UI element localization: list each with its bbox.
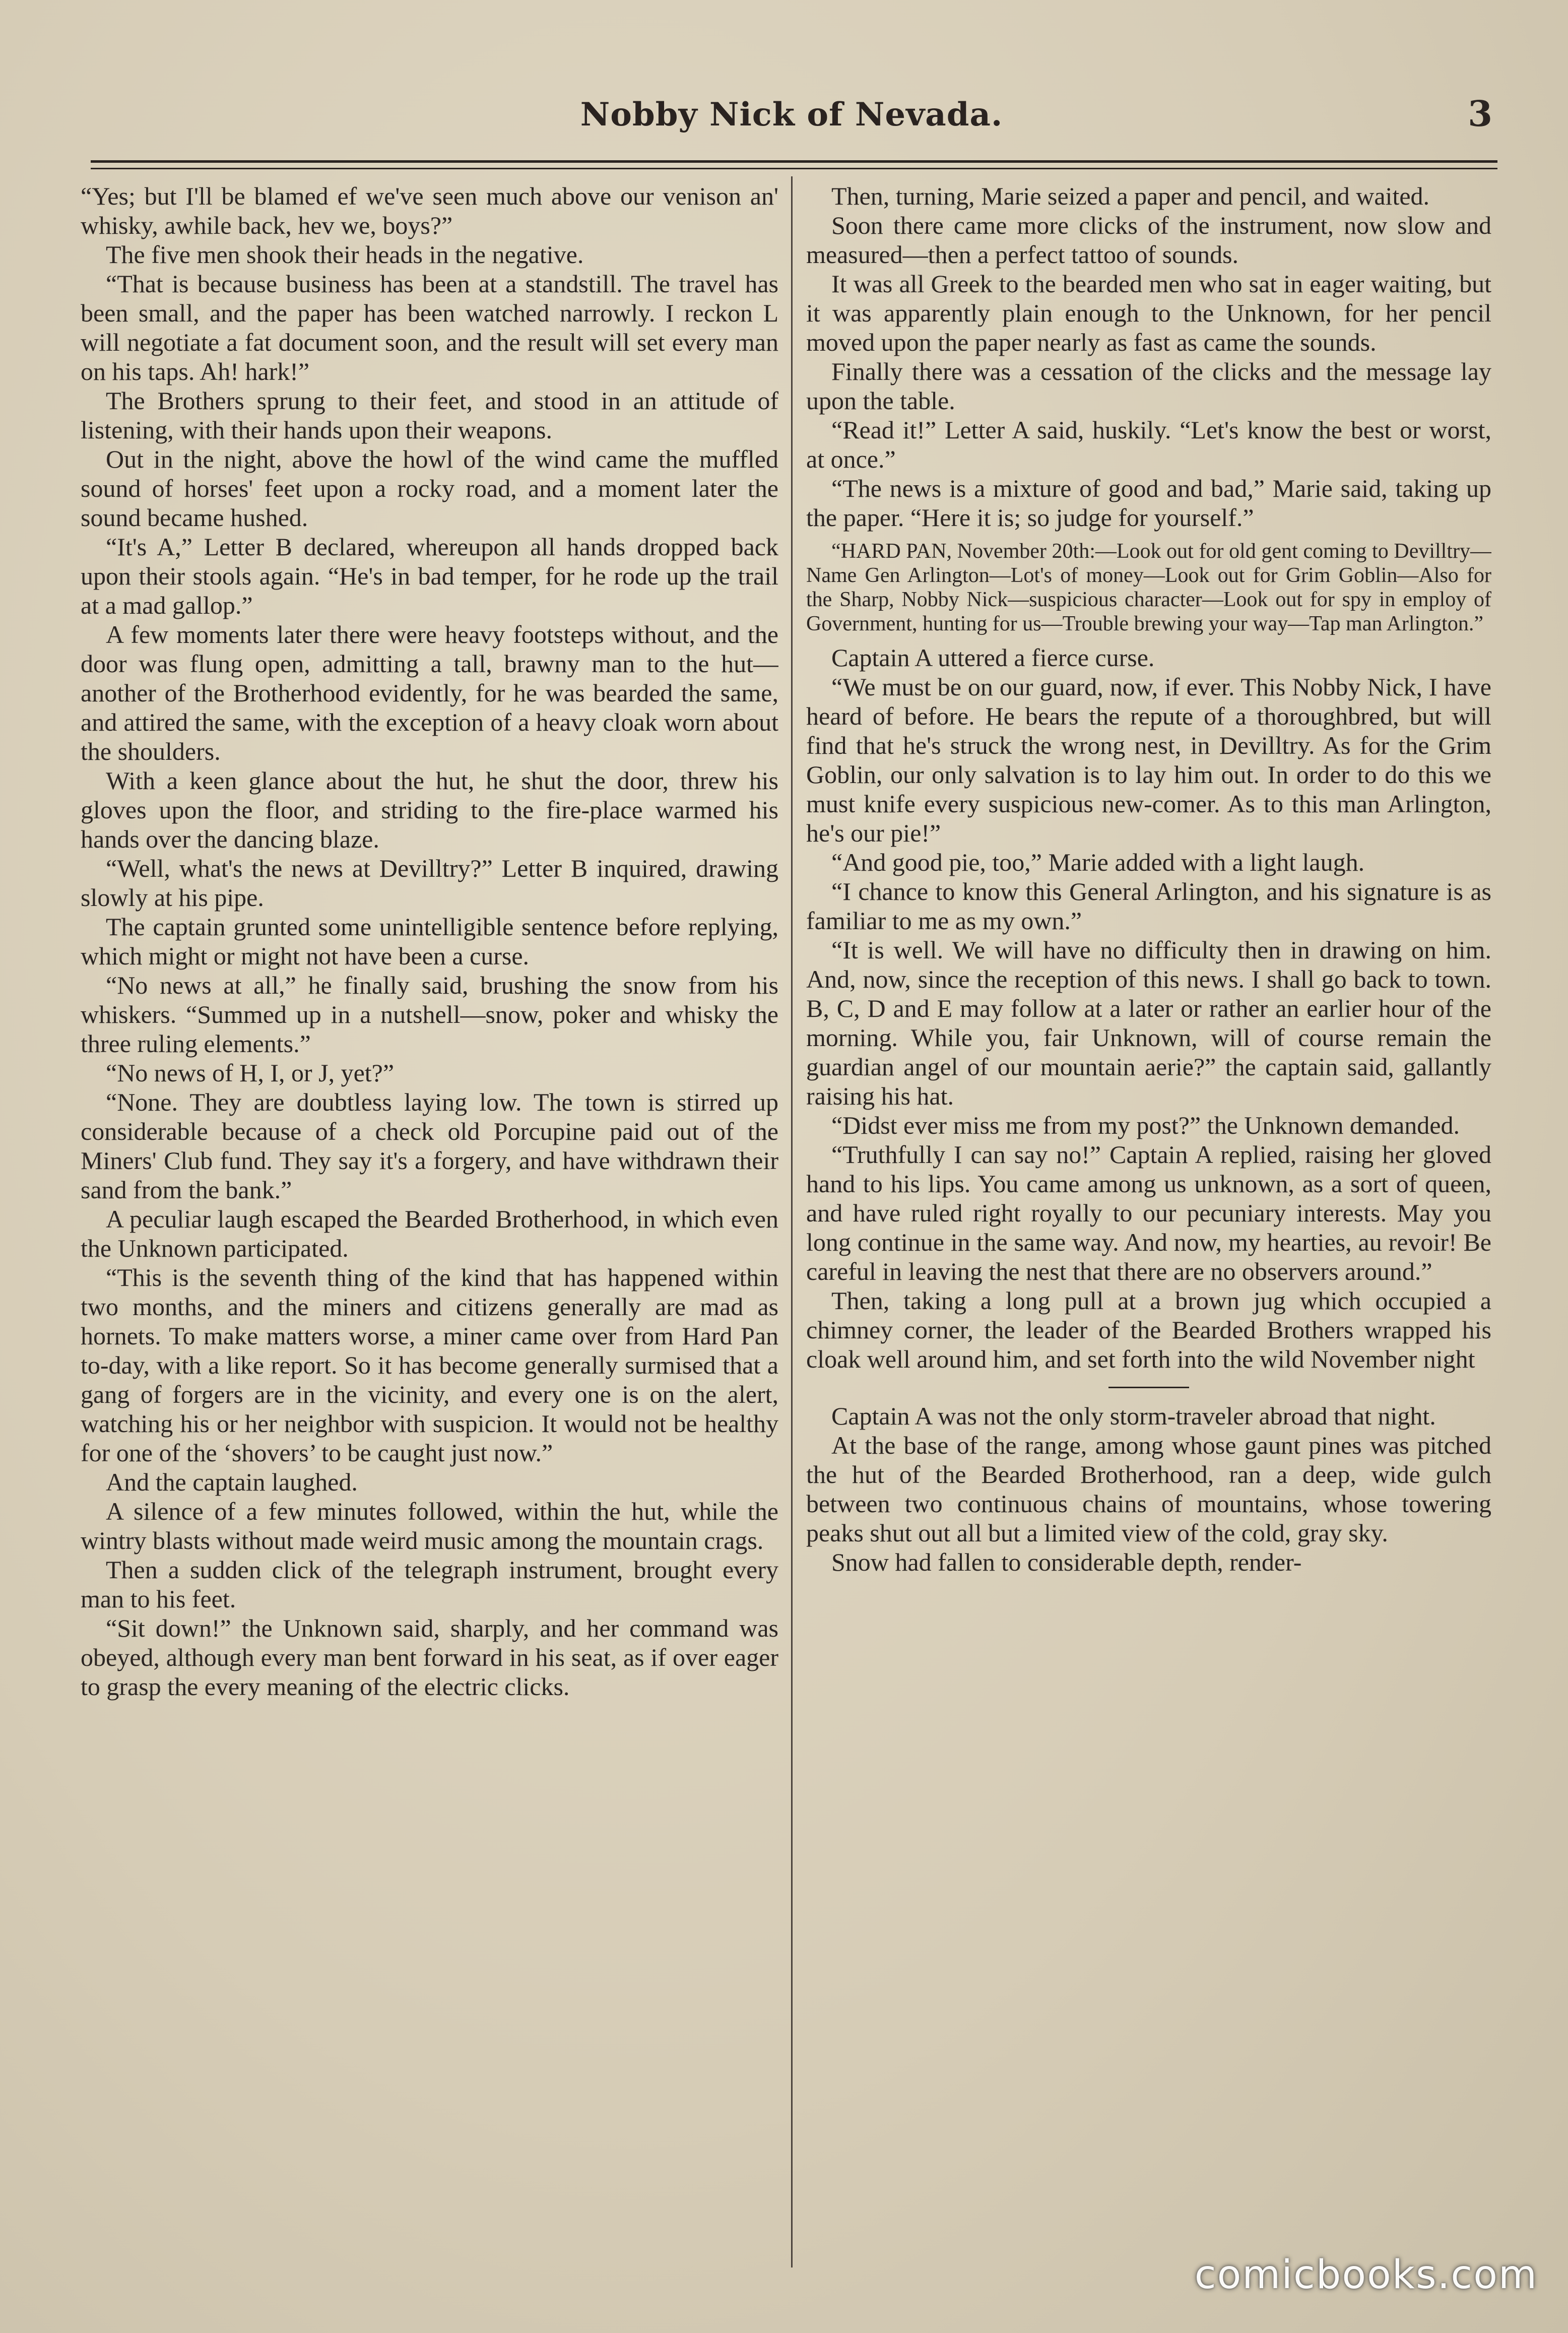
paragraph: Out in the night, above the howl of the wind came the muffled sound of horses' feet upon a rocky road, and a moment later the sound became hushed. bbox=[81, 445, 778, 532]
paragraph: And the captain laughed. bbox=[106, 1468, 358, 1496]
paragraph: “No news of H, I, or J, yet?” bbox=[106, 1059, 395, 1087]
paragraph: Finally there was a cessation of the clicks and the message lay upon the table. bbox=[806, 357, 1491, 415]
telegram-message: “HARD PAN, November 20th:—Look out for old gent coming to Devilltry—Name Gen Arlington—Lot's of money—Look out for Grim Goblin—Also for the Sharp, Nobby Nick—suspicious character—Look out for spy in employ of Government, hunting for us—Trouble brewing your way—Tap man Arlington.” bbox=[806, 540, 1491, 635]
page-number: 3 bbox=[1468, 93, 1492, 135]
paragraph: “Sit down!” the Unknown said, sharply, and her command was obeyed, although every man bent forward in his seat, as if over eager to grasp the every meaning of the electric clicks. bbox=[81, 1614, 778, 1701]
column-divider bbox=[791, 176, 793, 2267]
paragraph: “The news is a mixture of good and bad,” Marie said, taking up the paper. “Here it is; so judge for yourself.” bbox=[806, 474, 1491, 532]
paragraph: “Well, what's the news at Devilltry?” Letter B inquired, drawing slowly at his pipe. bbox=[81, 854, 778, 912]
paragraph: It was all Greek to the bearded men who sat in eager waiting, but it was apparently plain enough to the Unknown, for her pencil moved upon the paper nearly as fast as came the sounds. bbox=[806, 270, 1491, 356]
paragraph: The five men shook their heads in the negative. bbox=[106, 240, 584, 269]
page-title: Nobby Nick of Nevada. bbox=[580, 96, 1003, 134]
paragraph: “I chance to know this General Arlington, and his signature is as familiar to me as my own.” bbox=[806, 877, 1491, 935]
paragraph: “It is well. We will have no difficulty then in drawing on him. And, now, since the reception of this news. I shall go back to town. B, C, D and E may follow at a later or rather an earlier hour of the morning. While you, fair Unknown, will of course remain the guardian angel of our mountain aerie?” the captain said, gallantly raising his hat. bbox=[806, 936, 1491, 1110]
paragraph: At the base of the range, among whose gaunt pines was pitched the hut of the Bearded Brotherhood, ran a deep, wide gulch between two continuous chains of mountains, whose towering peaks shut out all but a limited view of the cold, gray sky. bbox=[806, 1431, 1491, 1547]
left-column bbox=[81, 181, 778, 2283]
paragraph: A silence of a few minutes followed, within the hut, while the wintry blasts without made weird music among the mountain crags. bbox=[81, 1497, 778, 1554]
right-column bbox=[806, 181, 1491, 2283]
paragraph: Captain A uttered a fierce curse. bbox=[831, 643, 1155, 672]
paragraph: “Yes; but I'll be blamed ef we've seen much above our venison an' whisky, awhile back, hev we, boys?” bbox=[81, 182, 778, 239]
paragraph: “None. They are doubtless laying low. The town is stirred up considerable because of a check old Porcupine paid out of the Miners' Club fund. They say it's a forgery, and have withdrawn their sand from the bank.” bbox=[81, 1088, 778, 1204]
scene-break-rule bbox=[1108, 1387, 1189, 1388]
paragraph: The Brothers sprung to their feet, and stood in an attitude of listening, with their hands upon their weapons. bbox=[81, 386, 778, 444]
paragraph: Then, taking a long pull at a brown jug which occupied a chimney corner, the leader of the Bearded Brothers wrapped his cloak well around him, and set forth into the wild November night bbox=[806, 1286, 1491, 1373]
paragraph: Then, turning, Marie seized a paper and pencil, and waited. bbox=[831, 182, 1430, 210]
paragraph: “That is because business has been at a standstill. The travel has been small, and the paper has been watched narrowly. I reckon L will negotiate a fat document soon, and the result will set every man on his taps. Ah! hark!” bbox=[81, 270, 778, 385]
paragraph: “It's A,” Letter B declared, whereupon all hands dropped back upon their stools again. “He's in bad temper, for he rode up the trail at a mad gallop.” bbox=[81, 533, 778, 619]
paragraph: Snow had fallen to considerable depth, render- bbox=[831, 1548, 1302, 1576]
paragraph: “Truthfully I can say no!” Captain A replied, raising her gloved hand to his lips. You came among us unknown, as a sort of queen, and have ruled right royally to our pecuniary interests. May you long continue in the same way. And now, my hearties, au revoir! Be careful in leaving the nest that there are no observers around.” bbox=[806, 1140, 1491, 1285]
paragraph: “This is the seventh thing of the kind that has happened within two months, and the miners and citizens generally are mad as hornets. To make matters worse, a miner came over from Hard Pan to-day, with a like report. So it has become generally surmised that a gang of forgers are in the vicinity, and every one is on the alert, watching his or her neighbor with suspicion. It would not be healthy for one of the ‘shovers’ to be caught just now.” bbox=[81, 1263, 778, 1467]
paragraph: “We must be on our guard, now, if ever. This Nobby Nick, I have heard of before. He bears the repute of a thoroughbred, but will find that he's struck the wrong nest, in Devilltry. As for the Grim Goblin, our only salvation is to lay him out. In order to do this we must knife every suspicious new-comer. As to this man Arlington, he's our pie!” bbox=[806, 673, 1491, 847]
paragraph: With a keen glance about the hut, he shut the door, threw his gloves upon the floor, and striding to the fire-place warmed his hands over the dancing blaze. bbox=[81, 766, 778, 853]
header-rule bbox=[91, 160, 1497, 169]
paragraph: Then a sudden click of the telegraph instrument, brought every man to his feet. bbox=[81, 1556, 778, 1613]
site-watermark: comicbooks.com bbox=[1194, 2252, 1538, 2298]
paragraph: “No news at all,” he finally said, brushing the snow from his whiskers. “Summed up in a nutshell—snow, poker and whisky the three ruling elements.” bbox=[81, 971, 778, 1058]
paragraph: Soon there came more clicks of the instrument, now slow and measured—then a perfect tattoo of sounds. bbox=[806, 211, 1491, 269]
paragraph: “Didst ever miss me from my post?” the Unknown demanded. bbox=[831, 1111, 1460, 1139]
paragraph: The captain grunted some unintelligible sentence before replying, which might or might not have been a curse. bbox=[81, 913, 778, 970]
page-header bbox=[91, 93, 1492, 151]
paragraph: Captain A was not the only storm-traveler abroad that night. bbox=[831, 1402, 1436, 1430]
paragraph: A few moments later there were heavy footsteps without, and the door was flung open, admitting a tall, brawny man to the hut—another of the Brotherhood evidently, for he was bearded the same, and attired the same, with the exception of a heavy cloak worn about the shoulders. bbox=[81, 620, 778, 765]
paragraph: A peculiar laugh escaped the Bearded Brotherhood, in which even the Unknown participated. bbox=[81, 1205, 778, 1262]
paragraph: “Read it!” Letter A said, huskily. “Let's know the best or worst, at once.” bbox=[806, 416, 1491, 473]
paragraph: “And good pie, too,” Marie added with a light laugh. bbox=[831, 848, 1365, 876]
